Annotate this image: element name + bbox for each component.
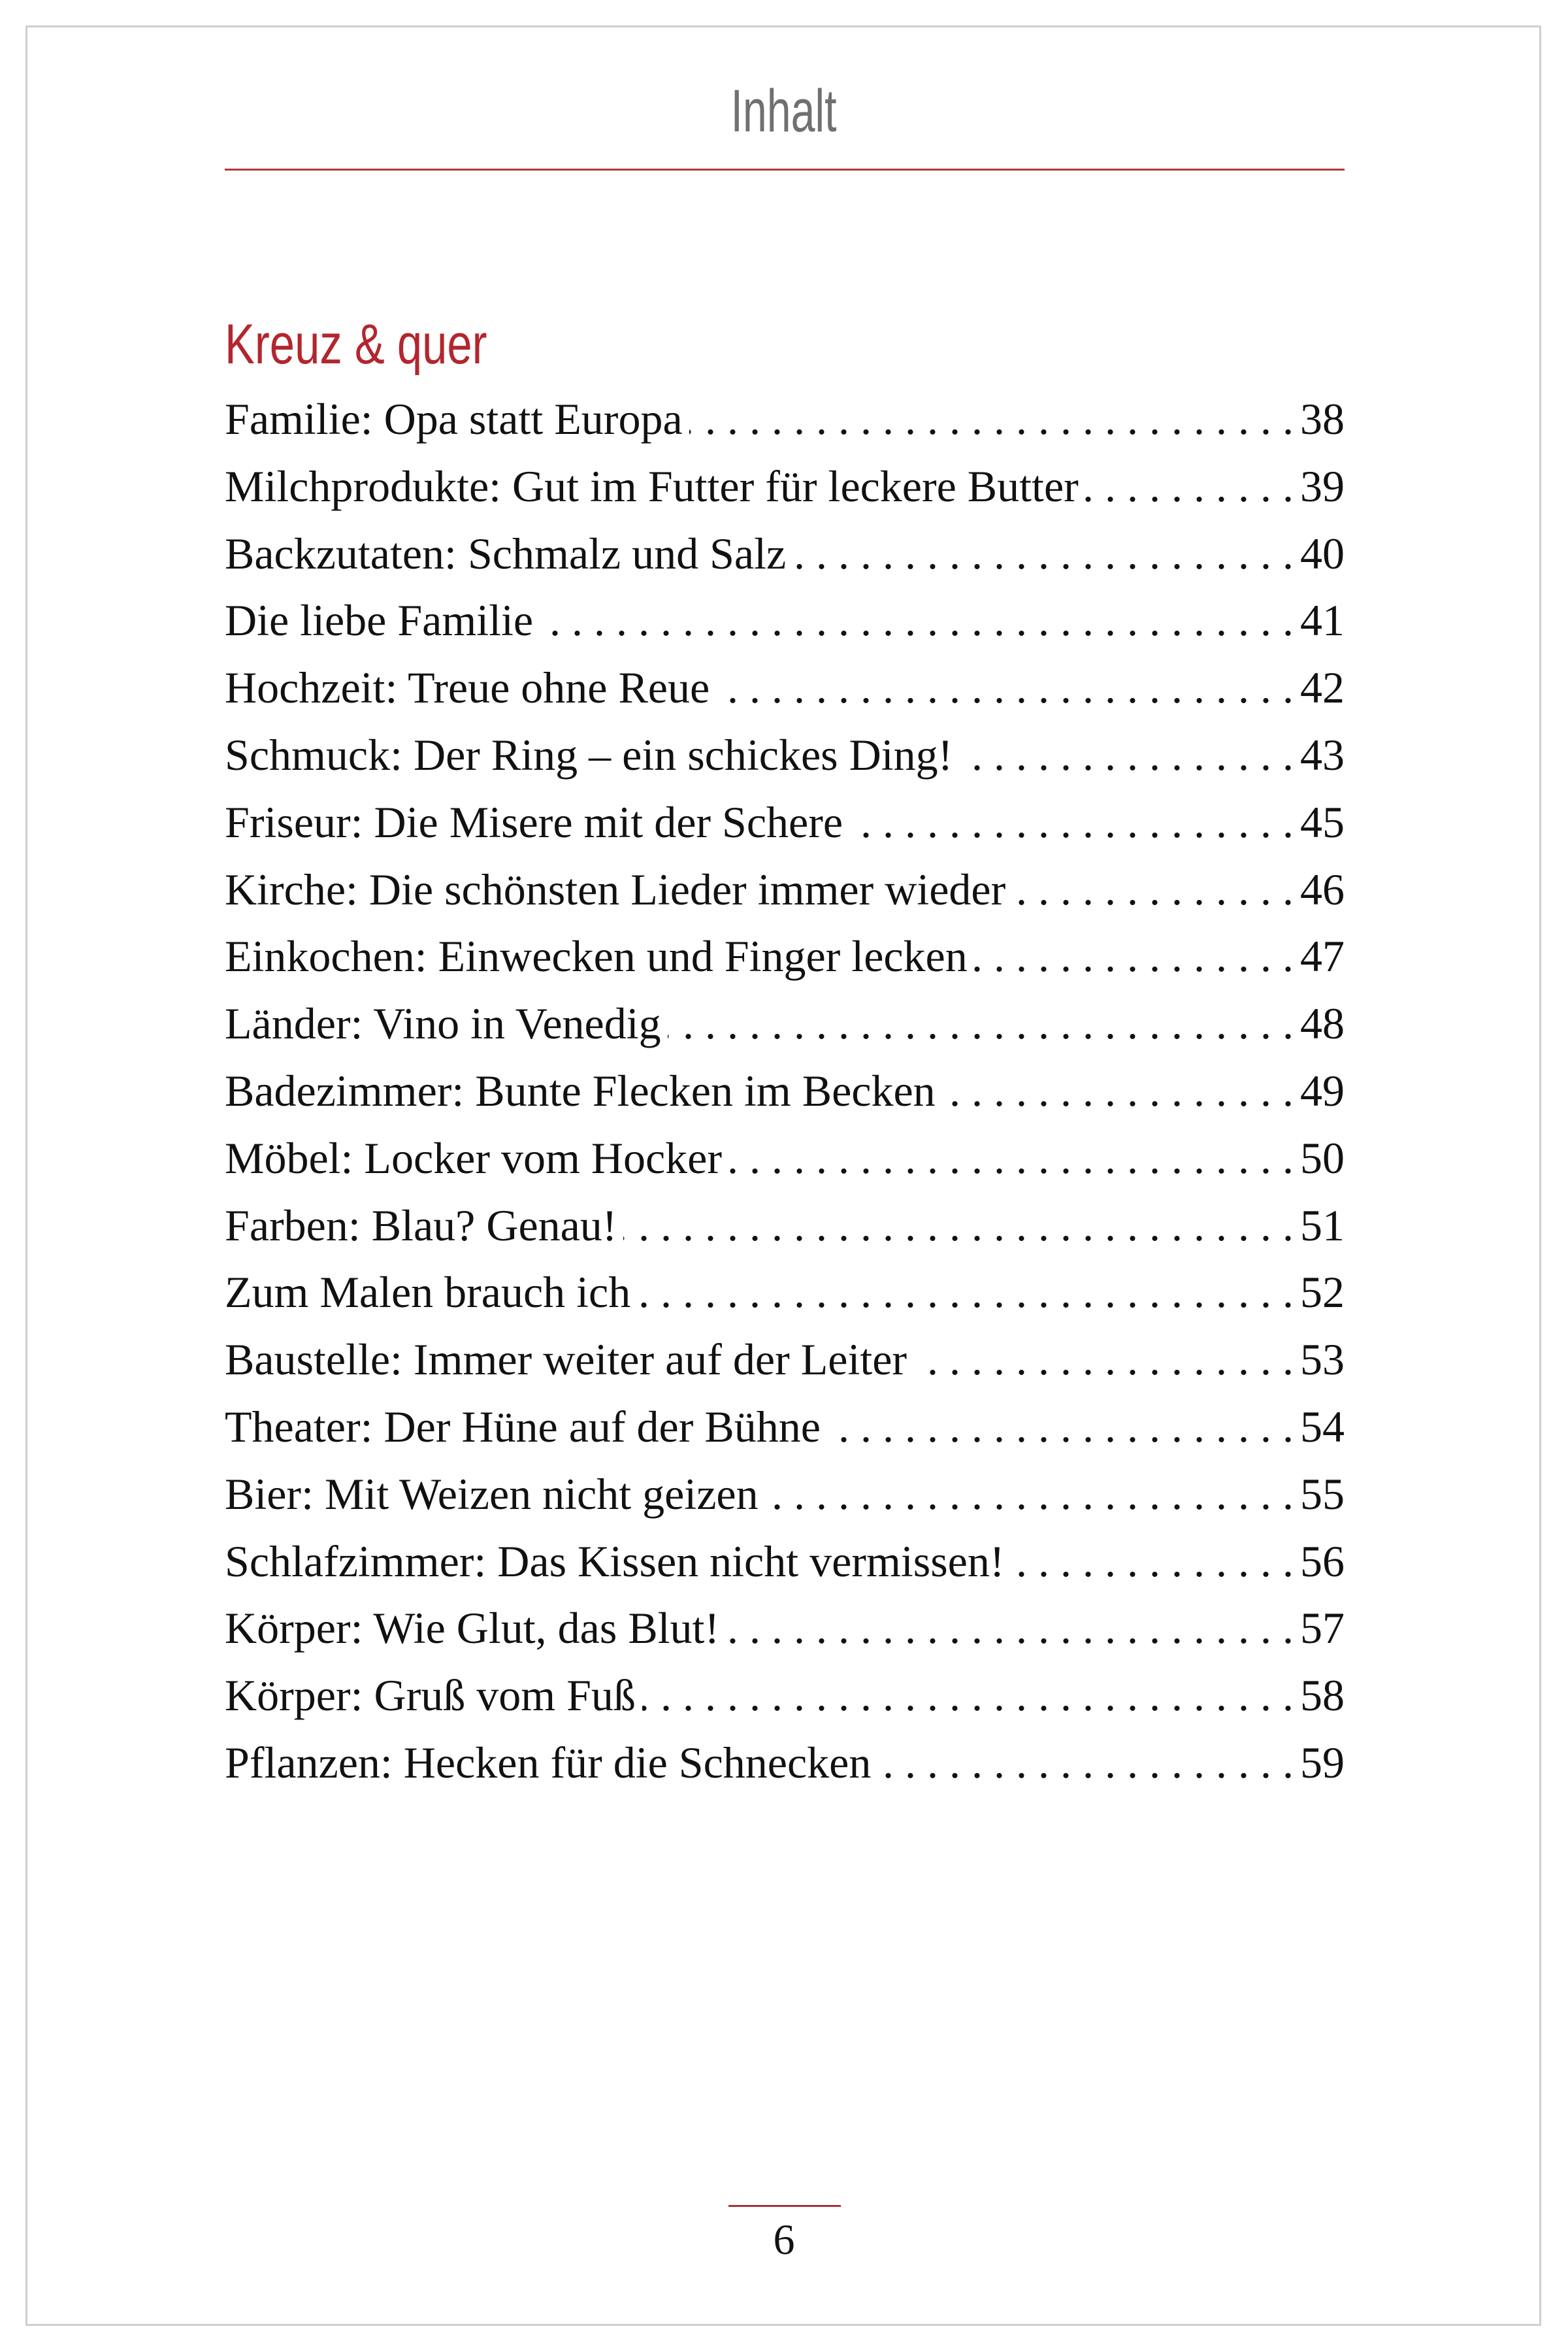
section-heading-text: Kreuz & quer [225, 313, 487, 376]
dot-leader [540, 595, 1294, 646]
toc-entry[interactable] [225, 1602, 1345, 1670]
toc-entry[interactable] [225, 931, 1345, 998]
toc-entry-page: 52 [1300, 1267, 1345, 1317]
toc-entry-page: 51 [1300, 1200, 1345, 1250]
dot-leader [623, 1200, 1294, 1251]
toc-entry[interactable] [225, 1737, 1345, 1804]
toc-entry[interactable] [225, 1536, 1345, 1603]
toc-entry[interactable] [225, 461, 1345, 528]
toc-entry-page: 40 [1300, 528, 1345, 578]
toc-entry[interactable] [225, 864, 1345, 931]
footer-divider [728, 2205, 841, 2207]
dot-leader [728, 1133, 1294, 1184]
table-of-contents [225, 393, 1345, 1804]
dot-leader [642, 1670, 1294, 1721]
toc-entry-title: Möbel: Locker vom Hocker [225, 1133, 722, 1183]
toc-entry[interactable] [225, 729, 1345, 797]
dot-leader [974, 931, 1294, 982]
toc-entry-page: 46 [1300, 864, 1345, 914]
toc-entry-page: 58 [1300, 1670, 1345, 1721]
toc-entry-title: Farben: Blau? Genau! [225, 1200, 617, 1250]
toc-entry-title: Baustelle: Immer weiter auf der Leiter [225, 1334, 907, 1385]
toc-entry[interactable] [225, 797, 1345, 864]
dot-leader [716, 662, 1294, 714]
toc-entry[interactable] [225, 393, 1345, 461]
toc-entry-page: 43 [1300, 729, 1345, 780]
dot-leader [637, 1267, 1294, 1318]
dot-leader [1011, 1536, 1294, 1587]
dot-leader [1012, 864, 1294, 916]
toc-entry-page: 38 [1300, 394, 1345, 444]
toc-entry[interactable] [225, 1267, 1345, 1334]
header-divider [225, 169, 1345, 171]
toc-entry[interactable] [225, 1200, 1345, 1267]
toc-entry-title: Kirche: Die schönsten Lieder immer wieder [225, 864, 1006, 914]
toc-entry-title: Friseur: Die Misere mit der Schere [225, 797, 843, 847]
toc-entry-page: 39 [1300, 461, 1345, 511]
dot-leader [1085, 461, 1294, 512]
toc-entry-page: 49 [1300, 1065, 1345, 1116]
toc-entry-title: Bier: Mit Weizen nicht geizen [225, 1468, 759, 1519]
toc-entry-title: Die liebe Familie [225, 595, 534, 646]
toc-entry-page: 42 [1300, 663, 1345, 713]
dot-leader [765, 1468, 1294, 1520]
toc-entry-title: Badezimmer: Bunte Flecken im Becken [225, 1065, 936, 1116]
toc-entry-page: 54 [1300, 1401, 1345, 1451]
toc-entry-title: Einkochen: Einwecken und Finger lecken [225, 931, 968, 982]
toc-entry[interactable] [225, 595, 1345, 662]
toc-entry-page: 48 [1300, 999, 1345, 1049]
toc-entry[interactable] [225, 1133, 1345, 1200]
toc-entry-page: 41 [1300, 595, 1345, 646]
toc-entry-page: 45 [1300, 797, 1345, 847]
section-heading [225, 312, 553, 377]
toc-entry-title: Länder: Vino in Venedig [225, 999, 661, 1049]
dot-leader [827, 1401, 1294, 1453]
toc-entry-title: Körper: Wie Glut, das Blut! [225, 1603, 720, 1653]
toc-entry[interactable] [225, 1334, 1345, 1401]
toc-entry[interactable] [225, 662, 1345, 729]
toc-entry-title: Schlafzimmer: Das Kissen nicht vermissen! [225, 1536, 1005, 1586]
toc-entry-title: Körper: Gruß vom Fuß [225, 1670, 636, 1721]
toc-entry-title: Theater: Der Hüne auf der Bühne [225, 1401, 821, 1451]
toc-entry-title: Zum Malen brauch ich [225, 1267, 631, 1317]
toc-entry-title: Backzutaten: Schmalz und Salz [225, 528, 787, 578]
toc-entry-page: 56 [1300, 1536, 1345, 1586]
toc-entry-title: Schmuck: Der Ring – ein schickes Ding! [225, 729, 953, 780]
toc-entry-page: 50 [1300, 1133, 1345, 1183]
dot-leader [689, 393, 1294, 445]
toc-entry[interactable] [225, 1065, 1345, 1133]
toc-entry-title: Hochzeit: Treue ohne Reue [225, 663, 710, 713]
dot-leader [849, 797, 1294, 848]
toc-entry-title: Pflanzen: Hecken für die Schnecken [225, 1737, 872, 1787]
dot-leader [942, 1065, 1294, 1117]
toc-entry-page: 55 [1300, 1468, 1345, 1519]
toc-entry-title: Milchprodukte: Gut im Futter für leckere Butter [225, 461, 1079, 511]
toc-entry-page: 53 [1300, 1334, 1345, 1385]
dot-leader [668, 998, 1294, 1050]
page-title-text: Inhalt [730, 78, 838, 144]
toc-entry-page: 59 [1300, 1737, 1345, 1787]
toc-entry[interactable] [225, 1468, 1345, 1536]
toc-entry[interactable] [225, 528, 1345, 595]
dot-leader [726, 1602, 1294, 1654]
toc-entry-page: 47 [1300, 931, 1345, 982]
toc-entry[interactable] [225, 1401, 1345, 1468]
dot-leader [877, 1737, 1294, 1789]
dot-leader [792, 528, 1294, 580]
toc-entry[interactable] [225, 998, 1345, 1065]
dot-leader [913, 1334, 1294, 1385]
toc-entry-title: Familie: Opa statt Europa [225, 394, 683, 444]
toc-entry-page: 57 [1300, 1603, 1345, 1653]
page-title [0, 77, 1568, 146]
dot-leader [959, 729, 1294, 781]
toc-entry[interactable] [225, 1670, 1345, 1737]
page-number: 6 [773, 2216, 795, 2264]
